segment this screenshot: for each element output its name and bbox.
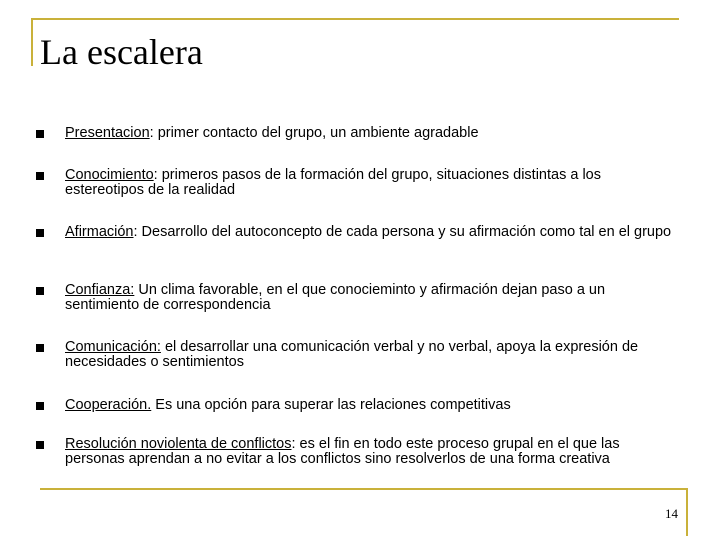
square-bullet-icon [36, 229, 44, 237]
list-item-term: Conocimiento [65, 167, 154, 183]
list-item-term: Cooperación. [65, 397, 152, 413]
list-item-description: : Desarrollo del autoconcepto de cada persona y su afirmación como tal en el grupo [133, 224, 672, 240]
list-item-text [65, 398, 675, 413]
square-bullet-icon [36, 130, 44, 138]
square-bullet-icon [36, 441, 44, 449]
list-item-description: : es el fin en todo este proceso grupal en el que las personas aprendan a no evitar a los conflictos sino resolverlos de una forma creativa [65, 436, 620, 467]
list-item-text [65, 437, 675, 467]
list-item-term: Presentacion [65, 125, 150, 141]
list-item-term: Afirmación [65, 224, 134, 240]
slide-title: La escalera [40, 32, 203, 72]
list-item-description: el desarrollar una comunicación verbal y no verbal, apoya la expresión de necesidades o sentimientos [65, 339, 639, 370]
list-item-text [65, 340, 675, 370]
list-item-description: Un clima favorable, en el que conocieminto y afirmación dejan paso a un sentimiento de correspondencia [65, 282, 606, 313]
page-number: 14 [665, 506, 678, 521]
list-item-description: Es una opción para superar las relaciones competitivas [151, 397, 511, 413]
list-item-description: : primer contacto del grupo, un ambiente agradable [149, 125, 479, 141]
list-item-term: Comunicación: [65, 339, 161, 355]
list-item-text [65, 225, 675, 240]
list-item-text [65, 126, 675, 141]
list-item-description: : primeros pasos de la formación del grupo, situaciones distintas a los estereotipos de la realidad [65, 167, 601, 198]
square-bullet-icon [36, 172, 44, 180]
list-item-term: Confianza: [65, 282, 135, 298]
list-item-term: Resolución noviolenta de conflictos [65, 436, 292, 452]
square-bullet-icon [36, 287, 44, 295]
list-item-text [65, 283, 675, 313]
square-bullet-icon [36, 344, 44, 352]
list-item-text [65, 168, 675, 198]
square-bullet-icon [36, 402, 44, 410]
